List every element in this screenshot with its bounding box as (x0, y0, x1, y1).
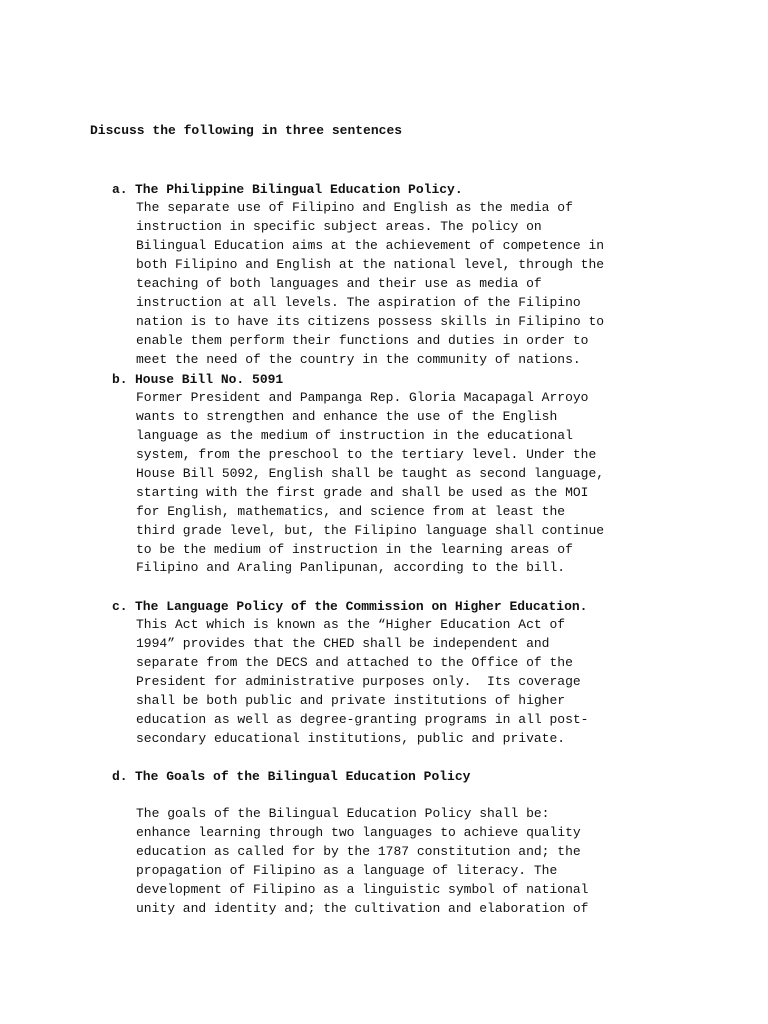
body-line: President for administrative purposes only. Its coverage (136, 673, 581, 689)
body-line: enable them perform their functions and duties in order to (136, 332, 589, 348)
list-marker: b. (112, 372, 128, 387)
body-line: nation is to have its citizens possess skills in Filipino to (136, 313, 605, 329)
item-header (112, 180, 712, 199)
item-header (112, 597, 712, 616)
list-marker: c. (112, 599, 128, 614)
body-line: The separate use of Filipino and English as the media of (136, 200, 573, 215)
list-item-c (112, 597, 712, 749)
body-line: instruction at all levels. The aspiration of the Filipino (136, 294, 581, 310)
body-line: development of Filipino as a linguistic symbol of national (136, 881, 589, 897)
body-line: Bilingual Education aims at the achievement of competence in (136, 237, 605, 253)
item-header (112, 370, 712, 389)
list-item-b (112, 370, 712, 578)
body-line: instruction in specific subject areas. The policy on (136, 218, 542, 234)
body-line: system, from the preschool to the tertiary level. Under the (136, 446, 597, 462)
body-line: shall be both public and private institutions of higher (136, 692, 566, 708)
item-body (136, 199, 712, 369)
item-title: House Bill No. 5091 (135, 372, 284, 387)
item-header (112, 767, 712, 786)
body-line: education as called for by the 1787 constitution and; the (136, 843, 581, 859)
item-title: The Language Policy of the Commission on Higher Education. (135, 599, 588, 614)
list-marker: a. (112, 182, 128, 197)
body-line: meet the need of the country in the community of nations. (136, 351, 581, 367)
body-line: 1994” provides that the CHED shall be independent and (136, 635, 550, 651)
item-title: The Goals of the Bilingual Education Policy (135, 769, 471, 784)
body-line: House Bill 5092, English shall be taught as second language, (136, 465, 605, 481)
body-line: for English, mathematics, and science from at least the (136, 503, 566, 519)
body-line: separate from the DECS and attached to the Office of the (136, 654, 573, 670)
body-line: secondary educational institutions, public and private. (136, 730, 566, 746)
list-item-d (112, 767, 712, 919)
body-line: teaching of both languages and their use as media of (136, 275, 542, 291)
body-line: both Filipino and English at the national level, through the (136, 256, 605, 272)
list-marker: d. (112, 769, 128, 784)
body-line: education as well as degree-granting programs in all post- (136, 711, 589, 727)
body-line: third grade level, but, the Filipino language shall continue (136, 522, 605, 538)
item-body (136, 616, 712, 749)
body-line: to be the medium of instruction in the learning areas of (136, 541, 573, 557)
body-line: propagation of Filipino as a language of literacy. The (136, 862, 558, 878)
body-line: unity and identity and; the cultivation and elaboration of (136, 900, 589, 916)
body-line: language as the medium of instruction in the educational (136, 427, 573, 443)
body-line: starting with the first grade and shall be used as the MOI (136, 484, 589, 500)
document-heading: Discuss the following in three sentences (90, 123, 403, 138)
item-body (136, 389, 712, 578)
blank-line (136, 786, 712, 805)
item-title: The Philippine Bilingual Education Policy. (135, 182, 463, 197)
body-line: Filipino and Araling Panlipunan, according to the bill. (136, 560, 566, 576)
body-line: The goals of the Bilingual Education Policy shall be: (136, 806, 550, 821)
body-line: enhance learning through two languages to achieve quality (136, 824, 581, 840)
body-line: Former President and Pampanga Rep. Gloria Macapagal Arroyo (136, 390, 589, 405)
body-line: This Act which is known as the “Higher Education Act of (136, 617, 566, 632)
item-body (136, 786, 712, 919)
body-line: wants to strengthen and enhance the use of the English (136, 408, 558, 424)
list-item-a (112, 180, 712, 369)
